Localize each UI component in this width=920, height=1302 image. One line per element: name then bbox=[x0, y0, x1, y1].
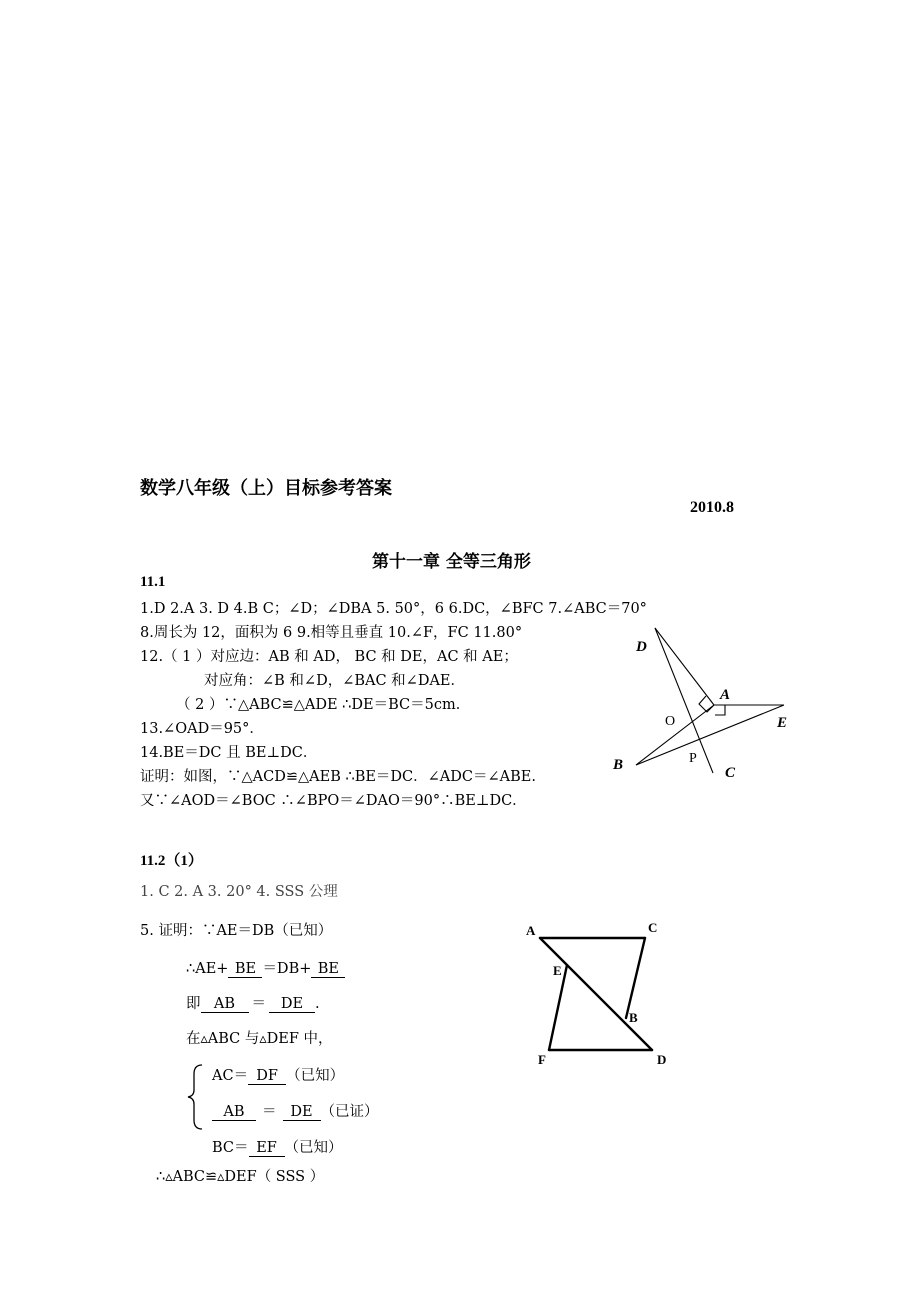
line-B-E bbox=[636, 705, 784, 765]
fig2-label-B: B bbox=[629, 1010, 638, 1025]
segment-C-B bbox=[626, 938, 645, 1018]
step1-blank-2: BE bbox=[311, 961, 345, 978]
step2-prefix: 即 bbox=[186, 996, 201, 1012]
label-E: E bbox=[777, 715, 788, 731]
right-angle-mark-E bbox=[715, 705, 725, 715]
step2-middle: ＝ bbox=[251, 996, 266, 1012]
section-11-2-label: 11.2（1） bbox=[140, 853, 203, 869]
fig2-label-D: D bbox=[657, 1052, 667, 1067]
answer-line-5: （ 2 ）∵△ABC≌△ADE ∴DE＝BC＝5cm． bbox=[176, 697, 471, 713]
brace-symbol bbox=[186, 1062, 206, 1132]
proof-step-2 bbox=[186, 992, 320, 1013]
step1-prefix: ∴AE+ bbox=[186, 961, 229, 977]
answer-line-7: 14.BE＝DC 且 BE⊥DC． bbox=[140, 745, 318, 761]
proof-step-1 bbox=[186, 957, 345, 978]
answer-line-1: 1.D 2.A 3. D 4.B C；∠D；∠DBA 5. 50°，6 6.DC，∠BFC 7.∠ABC＝70° bbox=[140, 601, 647, 617]
cond2-blank-2: DE bbox=[283, 1104, 321, 1121]
segment-A-D bbox=[540, 938, 652, 1050]
answer-line-2: 8.周长为 12，面积为 6 9.相等且垂直 10.∠F，FC 11.80° bbox=[140, 625, 523, 641]
label-O: O bbox=[665, 714, 676, 729]
cond2-middle: ＝ bbox=[262, 1104, 277, 1120]
answer-line-9: 又∵∠AOD＝∠BOC ∴∠BPO＝∠DAO＝90°∴BE⊥DC． bbox=[140, 793, 527, 809]
cond3-blank: EF bbox=[249, 1140, 285, 1157]
answer-line-4: 对应角：∠B 和∠D，∠BAC 和∠DAE． bbox=[204, 673, 465, 689]
condition-2 bbox=[212, 1100, 379, 1121]
label-P: P bbox=[689, 751, 697, 766]
proof-intro: 5. 证明：∵AE＝DB（已知） bbox=[140, 923, 333, 939]
step1-middle: ＝DB+ bbox=[262, 961, 312, 977]
chapter-title: 第十一章 全等三角形 bbox=[372, 552, 531, 572]
answer-line-6: 13.∠OAD＝95°． bbox=[140, 721, 264, 737]
answer-11-2-line-1: 1. C 2. A 3. 20° 4. SSS 公理 bbox=[140, 884, 338, 900]
step2-blank-2: DE bbox=[269, 996, 315, 1013]
proof-step-3: 在▵ABC 与▵DEF 中， bbox=[186, 1031, 333, 1047]
step2-blank-1: AB bbox=[201, 996, 249, 1013]
cond1-blank: DF bbox=[248, 1068, 286, 1085]
condition-1 bbox=[212, 1064, 344, 1085]
line-D-C bbox=[655, 628, 713, 773]
step2-suffix: . bbox=[315, 996, 320, 1012]
fig2-label-E: E bbox=[553, 963, 562, 978]
cond3-reason: （已知） bbox=[284, 1140, 343, 1156]
fig2-label-C: C bbox=[648, 920, 658, 935]
figure-sss-proof bbox=[520, 915, 680, 1075]
label-D: D bbox=[636, 639, 647, 655]
cond2-blank-1: AB bbox=[212, 1104, 256, 1121]
line-D-A bbox=[655, 628, 714, 705]
label-C: C bbox=[725, 765, 736, 781]
answer-line-8: 证明：如图，∵△ACD≌△AEB ∴BE＝DC．∠ADC＝∠ABE. bbox=[140, 769, 536, 785]
fig2-label-F: F bbox=[538, 1052, 546, 1067]
label-A: A bbox=[720, 687, 731, 703]
cond2-reason: （已证） bbox=[320, 1104, 379, 1120]
section-11-1-label: 11.1 bbox=[140, 574, 166, 590]
fig2-label-A: A bbox=[526, 923, 536, 938]
proof-conclusion: ∴▵ABC≌▵DEF（ SSS ） bbox=[156, 1169, 325, 1185]
label-B: B bbox=[613, 757, 624, 773]
document-date: 2010.8 bbox=[690, 499, 734, 516]
document-title: 数学八年级（上）目标参考答案 bbox=[140, 478, 392, 499]
answer-line-3: 12.（ 1 ）对应边：AB 和 AD， BC 和 DE，AC 和 AE； bbox=[140, 649, 518, 665]
condition-3 bbox=[212, 1136, 343, 1157]
step1-blank-1: BE bbox=[228, 961, 262, 978]
cond1-reason: （已知） bbox=[286, 1068, 345, 1084]
cond3-prefix: BC＝ bbox=[212, 1140, 249, 1156]
cond1-prefix: AC＝ bbox=[212, 1068, 249, 1084]
right-angle-mark-A bbox=[699, 696, 714, 712]
figure-congruent-triangles bbox=[600, 620, 810, 790]
